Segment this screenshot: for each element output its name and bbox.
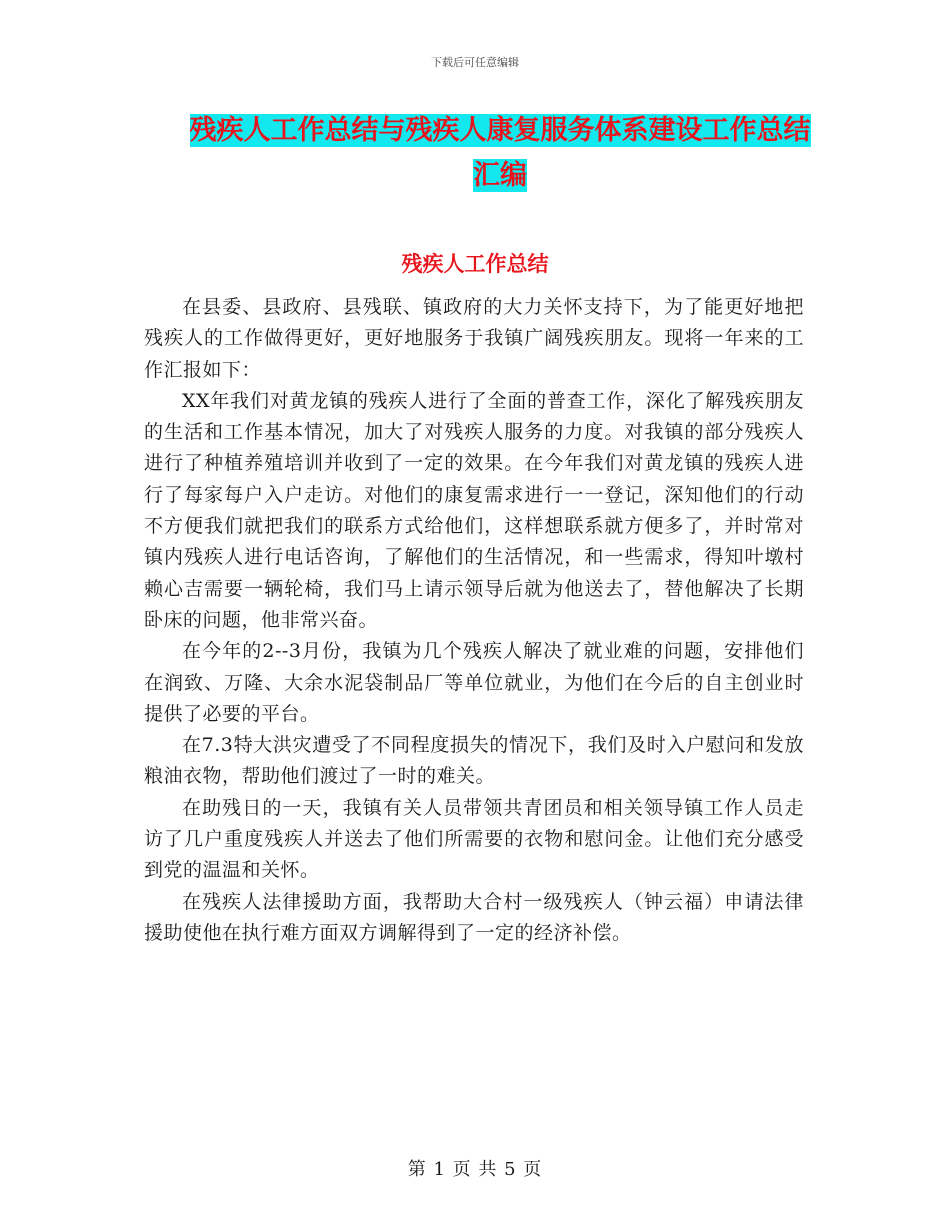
document-title: [140, 108, 860, 198]
header-note: 下载后可任意编辑: [431, 56, 519, 69]
document-title-line-2: 汇编: [473, 160, 527, 191]
paragraph: 在7.3特大洪灾遭受了不同程度损失的情况下，我们及时入户慰问和发放粮油衣物，帮助他们渡过了一时的难关。: [144, 734, 804, 788]
paragraph: 在今年的2--3月份，我镇为几个残疾人解决了就业难的问题，安排他们在润致、万隆、大余水泥袋制品厂等单位就业，为他们在今后的自主创业时提供了必要的平台。: [144, 640, 804, 725]
document-title-line-1: 残疾人工作总结与残疾人康复服务体系建设工作总结: [189, 115, 811, 146]
page-footer: 第 1 页 共 5 页: [407, 1159, 543, 1180]
paragraph: 在县委、县政府、县残联、镇政府的大力关怀支持下，为了能更好地把残疾人的工作做得更好，更好地服务于我镇广阔残疾朋友。现将一年来的工作汇报如下：: [144, 296, 804, 381]
paragraph: XX年我们对黄龙镇的残疾人进行了全面的普查工作，深化了解残疾朋友的生活和工作基本情况，加大了对残疾人服务的力度。对我镇的部分残疾人进行了种植养殖培训并收到了一定的效果。在今年我们对黄龙镇的残疾人进行了每家每户入户走访。对他们的康复需求进行一一登记，深知他们的行动不方便我们就把我们的联系方式给他们，这样想联系就方便多了，并时常对镇内残疾人进行电话咨询，了解他们的生活情况，和一些需求，得知叶墩村赖心吉需要一辆轮椅，我们马上请示领导后就为他送去了，替他解决了长期卧床的问题，他非常兴奋。: [144, 389, 804, 631]
section-title: 残疾人工作总结: [401, 252, 549, 276]
document-body: [144, 292, 804, 949]
paragraph: 在残疾人法律援助方面，我帮助大合村一级残疾人（钟云福）申请法律援助使他在执行难方面双方调解得到了一定的经济补偿。: [144, 890, 804, 944]
paragraph: 在助残日的一天，我镇有关人员带领共青团员和相关领导镇工作人员走访了几户重度残疾人并送去了他们所需要的衣物和慰问金。让他们充分感受到党的温温和关怀。: [144, 796, 804, 882]
